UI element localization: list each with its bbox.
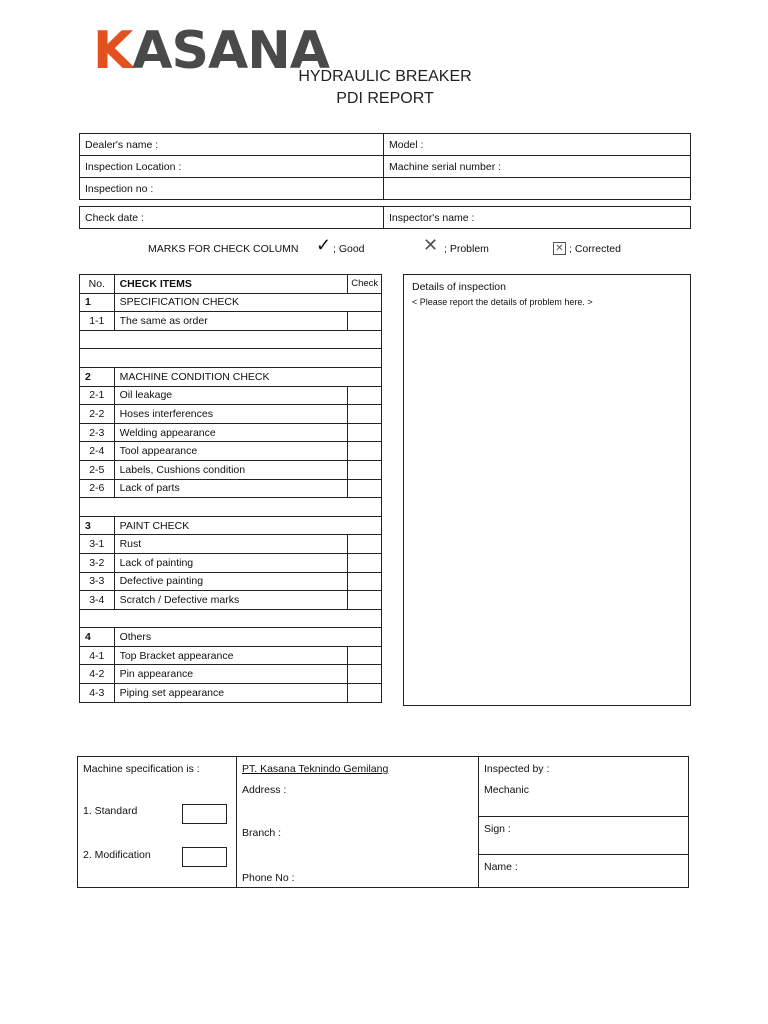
marks-label: MARKS FOR CHECK COLUMN <box>148 243 299 255</box>
section-no: 4 <box>80 628 115 647</box>
modification-label: 2. Modification <box>83 849 151 861</box>
section-title: Others <box>114 628 381 647</box>
details-hint: < Please report the details of problem here. > <box>412 297 593 307</box>
good-label: ; Good <box>333 243 365 255</box>
check-cell[interactable] <box>348 405 382 424</box>
item-label: Pin appearance <box>114 665 348 684</box>
dealer-name-field[interactable]: Dealer's name : <box>80 134 384 156</box>
blank-row <box>80 330 382 349</box>
item-no: 4-1 <box>80 646 115 665</box>
blank-row <box>80 498 382 517</box>
col-header-items: CHECK ITEMS <box>114 275 348 294</box>
company-name: PT. Kasana Teknindo Gemilang <box>242 763 389 775</box>
item-no: 2-4 <box>80 442 115 461</box>
item-label: Lack of parts <box>114 479 348 498</box>
model-field[interactable]: Model : <box>384 134 691 156</box>
item-no: 3-4 <box>80 591 115 610</box>
item-no: 3-3 <box>80 572 115 591</box>
check-cell[interactable] <box>348 479 382 498</box>
col-header-no: No. <box>80 275 115 294</box>
signature-table <box>77 756 689 888</box>
check-cell[interactable] <box>348 442 382 461</box>
mechanic-label: Mechanic <box>484 784 529 796</box>
blank-row <box>80 609 382 628</box>
item-no: 4-3 <box>80 684 115 703</box>
blank-row <box>80 349 382 368</box>
inspector-name-field[interactable]: Inspector's name : <box>384 207 691 229</box>
item-no: 2-3 <box>80 423 115 442</box>
checkmark-icon: ✓ <box>316 235 332 255</box>
spec-cell <box>78 757 237 888</box>
item-label: Rust <box>114 535 348 554</box>
section-title: SPECIFICATION CHECK <box>114 293 381 312</box>
modification-checkbox[interactable] <box>182 847 227 867</box>
section-no: 2 <box>80 367 115 386</box>
logo-rest: ASANA <box>132 21 329 81</box>
name-divider <box>478 854 688 855</box>
sign-field[interactable]: Sign : <box>479 816 689 887</box>
section-no: 3 <box>80 516 115 535</box>
standard-checkbox[interactable] <box>182 804 227 824</box>
date-table <box>79 206 691 229</box>
spec-label: Machine specification is : <box>83 763 200 775</box>
details-box[interactable] <box>403 274 691 706</box>
item-label: Labels, Cushions condition <box>114 460 348 479</box>
check-cell[interactable] <box>348 423 382 442</box>
address-field[interactable]: Address : <box>242 784 287 796</box>
item-label: Hoses interferences <box>114 405 348 424</box>
check-cell[interactable] <box>348 572 382 591</box>
check-date-field[interactable]: Check date : <box>80 207 384 229</box>
item-label: The same as order <box>114 312 348 331</box>
inspected-by-label: Inspected by : <box>484 763 550 775</box>
check-cell[interactable] <box>348 460 382 479</box>
logo-k-mark: K <box>93 21 133 81</box>
check-cell[interactable] <box>348 646 382 665</box>
item-label: Welding appearance <box>114 423 348 442</box>
item-label: Oil leakage <box>114 386 348 405</box>
col-header-check: Check <box>348 275 382 294</box>
item-label: Scratch / Defective marks <box>114 591 348 610</box>
item-no: 2-2 <box>80 405 115 424</box>
item-label: Defective painting <box>114 572 348 591</box>
serial-number-field[interactable]: Machine serial number : <box>384 156 691 178</box>
section-title: PAINT CHECK <box>114 516 381 535</box>
info-table <box>79 133 691 200</box>
item-no: 4-2 <box>80 665 115 684</box>
item-no: 2-1 <box>80 386 115 405</box>
item-no: 2-5 <box>80 460 115 479</box>
item-no: 3-1 <box>80 535 115 554</box>
item-label: Lack of painting <box>114 553 348 572</box>
item-label: Top Bracket appearance <box>114 646 348 665</box>
corrected-label: ; Corrected <box>569 243 621 255</box>
corrected-icon: ✕ <box>553 242 566 255</box>
check-cell[interactable] <box>348 312 382 331</box>
report-title-line2: PDI REPORT <box>336 90 434 107</box>
section-no: 1 <box>80 293 115 312</box>
inspection-no-field[interactable]: Inspection no : <box>80 178 384 200</box>
check-items-table <box>79 274 382 703</box>
check-cell[interactable] <box>348 684 382 703</box>
item-label: Tool appearance <box>114 442 348 461</box>
check-cell[interactable] <box>348 665 382 684</box>
item-no: 1-1 <box>80 312 115 331</box>
problem-label: ; Problem <box>444 243 489 255</box>
inspected-cell <box>479 757 689 817</box>
item-no: 2-6 <box>80 479 115 498</box>
check-cell[interactable] <box>348 553 382 572</box>
cross-icon: ✕ <box>423 235 439 255</box>
item-no: 3-2 <box>80 553 115 572</box>
check-cell[interactable] <box>348 591 382 610</box>
inspection-location-field[interactable]: Inspection Location : <box>80 156 384 178</box>
name-field[interactable]: Name : <box>484 861 518 873</box>
phone-field[interactable]: Phone No : <box>242 872 295 884</box>
section-title: MACHINE CONDITION CHECK <box>114 367 381 386</box>
company-cell <box>237 757 479 888</box>
branch-field[interactable]: Branch : <box>242 827 282 839</box>
check-cell[interactable] <box>348 386 382 405</box>
check-cell[interactable] <box>348 535 382 554</box>
report-title-line1: HYDRAULIC BREAKER <box>298 68 472 85</box>
item-label: Piping set appearance <box>114 684 348 703</box>
standard-label: 1. Standard <box>83 805 138 817</box>
empty-cell <box>384 178 691 200</box>
details-title: Details of inspection <box>412 281 506 293</box>
